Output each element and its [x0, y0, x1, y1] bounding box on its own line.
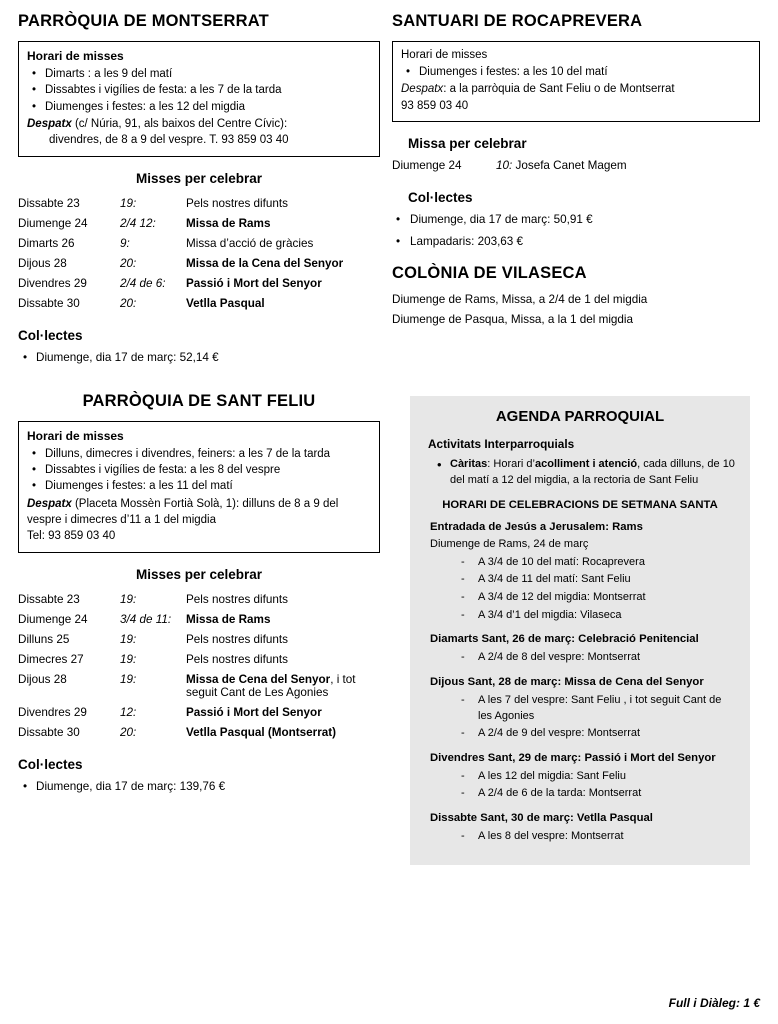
mass-day: Dissabte 30	[18, 297, 80, 311]
table-row	[18, 650, 380, 670]
agenda-section-heading: Diamarts Sant, 26 de març: Celebració Penitencial	[430, 633, 699, 646]
mass-desc: Vetlla Pasqual (Montserrat)	[186, 726, 337, 740]
list-item: • Dimarts : a les 9 del matí	[43, 66, 371, 82]
montserrat-schedule-title: Horari de misses	[27, 49, 124, 63]
rocaprevera-collectes-list	[392, 213, 760, 248]
agenda-section-items	[422, 693, 738, 742]
list-item: • Lampadaris: 203,63 €	[410, 235, 760, 248]
montserrat-despatx	[27, 116, 371, 132]
mass-desc: Vetlla Pasqual	[186, 297, 265, 311]
list-item: - A les 8 del vespre: Montserrat	[478, 829, 738, 845]
mass-hour: 19:	[120, 633, 137, 647]
page-title-vilaseca: COLÒNIA DE VILASECA	[392, 263, 587, 282]
mass-day: Diumenge 24	[18, 217, 88, 231]
despatx-text: (c/ Núria, 91, als baixos del Centre Cívic):	[71, 118, 288, 131]
mass-hour: 2/4 12:	[120, 217, 156, 231]
agenda-section-items	[422, 650, 738, 666]
mass-day: Dissabte 23	[18, 593, 80, 607]
list-item: - A 3/4 d’1 del migdia: Vilaseca	[478, 608, 738, 624]
rocaprevera-mass-row	[392, 159, 760, 172]
despatx-text: (Placeta Mossèn Fortià Solà, 1): dilluns de 8 a 9 del vespre i dimecres d’11 a 1 del migdia	[27, 497, 339, 527]
montserrat-masses-title: Misses per celebrar	[135, 170, 263, 186]
mass-hour: 19:	[120, 653, 137, 667]
agenda-setmana-santa-title: HORARI DE CELEBRACIONS DE SETMANA SANTA	[442, 498, 718, 511]
table-row	[18, 214, 380, 234]
table-row	[18, 590, 380, 610]
agenda-section-items	[422, 555, 738, 623]
mass-hour: 20:	[120, 257, 137, 271]
list-item: • Dilluns, dimecres i divendres, feiners: a les 7 de la tarda	[43, 446, 371, 462]
santfeliu-collectes-title: Col·lectes	[18, 756, 83, 772]
santfeliu-collectes-list	[18, 780, 380, 793]
list-item: - A les 12 del migdia: Sant Feliu	[478, 769, 738, 785]
mass-desc: Passió i Mort del Senyor	[186, 706, 322, 720]
montserrat-schedule-box	[18, 41, 380, 157]
mass-hour: 3/4 de 11:	[120, 613, 172, 627]
mass-hour: 10:	[496, 158, 513, 172]
santfeliu-schedule-list	[27, 446, 371, 495]
mass-hour: 19:	[120, 673, 137, 687]
agenda-section-heading: Dijous Sant, 28 de març: Missa de Cena del Senyor	[430, 675, 704, 688]
mass-day: Dimarts 26	[18, 237, 75, 251]
montserrat-masses-table	[18, 194, 380, 314]
mass-day: Divendres 29	[18, 706, 87, 720]
mass-day: Dijous 28	[18, 673, 67, 687]
caritas-label: Càritas	[450, 458, 488, 470]
mass-hour: 2/4 de 6:	[120, 277, 166, 291]
santfeliu-phone: Tel: 93 859 03 40	[27, 530, 116, 543]
agenda-section-heading: Entradada de Jesús a Jerusalem: Rams	[430, 520, 643, 533]
santfeliu-schedule-title: Horari de misses	[27, 428, 124, 443]
list-item: • Diumenges i festes: a les 11 del matí	[43, 478, 371, 494]
table-row	[18, 670, 380, 703]
list-item: • Diumenge, dia 17 de març: 52,14 €	[34, 351, 380, 364]
rocaprevera-despatx	[401, 81, 751, 98]
table-row	[18, 610, 380, 630]
montserrat-collectes-list	[18, 351, 380, 364]
montserrat-collectes-title: Col·lectes	[18, 327, 83, 343]
list-item: - A 3/4 de 11 del matí: Sant Feliu	[478, 572, 738, 588]
mass-desc: Missa d’acció de gràcies	[186, 237, 314, 251]
caritas-text-1: : Horari d’	[487, 458, 535, 470]
mass-day: Dijous 28	[18, 257, 67, 271]
table-row	[18, 274, 380, 294]
santfeliu-masses-table	[18, 590, 380, 743]
agenda-section-heading: Divendres Sant, 29 de març: Passió i Mort del Senyor	[430, 751, 716, 764]
mass-day: Dissabte 23	[18, 197, 80, 211]
page-title-rocaprevera: SANTUARI DE ROCAPREVERA	[392, 12, 643, 30]
rocaprevera-masses-title: Missa per celebrar	[408, 135, 527, 151]
list-item: - A 2/4 de 9 del vespre: Montserrat	[478, 726, 738, 742]
mass-desc: Josefa Canet Magem	[515, 158, 627, 172]
list-item: - A 3/4 de 10 del matí: Rocaprevera	[478, 555, 738, 571]
rocaprevera-phone: 93 859 03 40	[401, 100, 469, 113]
mass-desc: Missa de Cena del Senyor	[186, 673, 331, 687]
list-item: • Diumenge, dia 17 de març: 139,76 €	[34, 780, 380, 793]
mass-hour: 12:	[120, 706, 137, 720]
despatx-label: Despatx	[401, 83, 444, 96]
rocaprevera-schedule-title: Horari de misses	[401, 49, 488, 61]
mass-desc: Pels nostres difunts	[186, 653, 288, 667]
mass-desc: Pels nostres difunts	[186, 197, 288, 211]
mass-desc: Passió i Mort del Senyor	[186, 277, 322, 291]
mass-day: Dimecres 27	[18, 653, 84, 667]
despatx-label: Despatx	[27, 497, 72, 510]
footer-price: Full i Diàleg: 1 €	[668, 996, 760, 1010]
left-column	[18, 12, 380, 793]
mass-day: Dissabte 30	[18, 726, 80, 740]
agenda-section-heading: Dissabte Sant, 30 de març: Vetlla Pasqual	[430, 811, 653, 824]
mass-day: Divendres 29	[18, 277, 87, 291]
list-item: - A 3/4 de 12 del migdia: Montserrat	[478, 590, 738, 606]
list-item: - A les 7 del vespre: Sant Feliu , i tot seguit Cant de les Agonies	[478, 693, 738, 724]
list-item: • Diumenges i festes: a les 12 del migdia	[43, 99, 371, 115]
mass-hour: 20:	[120, 297, 137, 311]
table-row	[18, 194, 380, 214]
agenda-title: AGENDA PARROQUIAL	[495, 408, 665, 425]
mass-day: Dilluns 25	[18, 633, 70, 647]
table-row	[18, 294, 380, 314]
page-title-montserrat: PARRÒQUIA DE MONTSERRAT	[18, 12, 269, 30]
santfeliu-schedule-box	[18, 421, 380, 553]
agenda-caritas-item	[450, 457, 738, 489]
list-item: • Dissabtes i vigílies de festa: a les 7 de la tarda	[43, 82, 371, 98]
santfeliu-despatx	[27, 496, 371, 529]
santfeliu-masses-title: Misses per celebrar	[135, 566, 263, 582]
mass-desc: Missa de Rams	[186, 217, 271, 231]
mass-day: Diumenge 24	[392, 158, 462, 172]
mass-day: Diumenge 24	[18, 613, 88, 627]
right-column	[392, 12, 760, 326]
caritas-text-2: , cada dilluns, de 10 del matí a 12 del migdia, a la rectoria de Sant Feliu	[450, 458, 735, 486]
page-title-santfeliu: PARRÒQUIA DE SANT FELIU	[82, 391, 316, 410]
mass-desc: Missa de la Cena del Senyor	[186, 257, 344, 271]
table-row	[18, 723, 380, 743]
agenda-section-items	[422, 829, 738, 845]
despatx-text: : a la parròquia de Sant Feliu o de Montserrat	[443, 83, 675, 96]
rocaprevera-schedule-list	[401, 64, 751, 81]
table-row	[18, 703, 380, 723]
mass-hour: 20:	[120, 726, 137, 740]
despatx-label: Despatx	[27, 118, 72, 131]
mass-hour: 19:	[120, 593, 137, 607]
montserrat-schedule-list	[27, 66, 371, 115]
table-row	[18, 630, 380, 650]
table-row	[18, 254, 380, 274]
agenda-section-note: Diumenge de Rams, 24 de març	[430, 537, 589, 550]
list-item: - A 2/4 de 8 del vespre: Montserrat	[478, 650, 738, 666]
list-item: • Diumenges i festes: a les 10 del matí	[417, 64, 751, 81]
list-item: • Dissabtes i vigílies de festa: a les 8 del vespre	[43, 462, 371, 478]
mass-desc-extra: , i tot seguit Cant de Les Agonies	[186, 673, 356, 700]
montserrat-despatx-hours: divendres, de 8 a 9 del vespre. T. 93 859 03 40	[49, 134, 289, 147]
agenda-activities-title: Activitats Interparroquials	[428, 437, 575, 451]
rocaprevera-collectes-title: Col·lectes	[408, 189, 473, 205]
mass-desc: Pels nostres difunts	[186, 633, 288, 647]
agenda-panel	[410, 396, 750, 865]
list-item: - A 2/4 de 6 de la tarda: Montserrat	[478, 786, 738, 802]
vilaseca-line-2: Diumenge de Pasqua, Missa, a la 1 del migdia	[392, 312, 634, 326]
mass-desc: Missa de Rams	[186, 613, 271, 627]
table-row	[18, 234, 380, 254]
rocaprevera-schedule-box	[392, 41, 760, 122]
agenda-section-items	[422, 769, 738, 802]
caritas-bold: acolliment i atenció	[534, 458, 638, 470]
mass-hour: 9:	[120, 237, 130, 251]
mass-desc: Pels nostres difunts	[186, 593, 288, 607]
mass-hour: 19:	[120, 197, 137, 211]
vilaseca-line-1: Diumenge de Rams, Missa, a 2/4 de 1 del migdia	[392, 292, 648, 306]
list-item: • Diumenge, dia 17 de març: 50,91 €	[410, 213, 760, 226]
